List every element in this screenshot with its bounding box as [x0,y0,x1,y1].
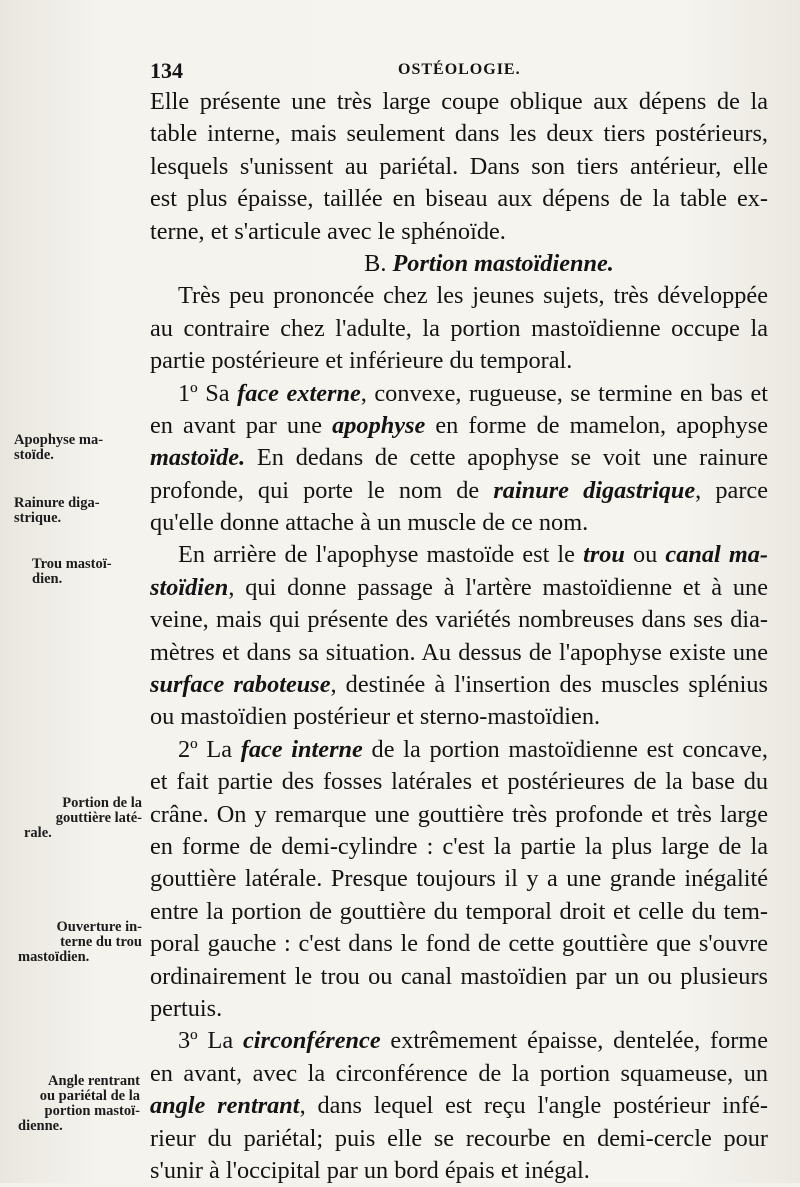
italic-term: rainure digastrique [493,476,696,504]
margin-note-line: dienne. [18,1118,63,1134]
page-header [150,58,765,88]
text-line: entre la portion de gouttière du temporal droit et celle du tem- [150,897,768,925]
body-text [150,86,768,1187]
text-line: qu'elle donne attache à un muscle de ce nom. [150,509,589,537]
italic-term: circonférence [242,1027,381,1055]
margin-note-line: strique. [14,510,62,526]
text-line: et fait partie des fosses latérales et postérieures de la base du [150,768,768,796]
text-line: terne, et s'articule avec le sphénoïde. [150,217,506,245]
text-line: s'unir à l'occipital par un bord épais et inégal. [150,1156,590,1184]
margin-note-line: Portion de la [62,795,142,811]
text-line: stoïdien, qui donne passage à l'artère mastoïdienne et à une [150,573,768,601]
text-line: veine, mais qui présente des variétés nombreuses dans ses dia- [150,606,768,634]
text-line: ou mastoïdien postérieur et sterno-mastoïdien. [150,703,601,731]
section-heading-title: Portion mastoïdienne. [392,249,614,277]
margin-note-line: ou pariétal de la [39,1088,140,1104]
text-line: en forme de demi-cylindre : c'est la partie la plus large de la [150,832,768,860]
italic-term: surface raboteuse [150,671,331,699]
text-line: rieur du pariétal; puis elle se recourbe en demi-cercle pour [150,1124,768,1152]
italic-term: stoïdien [150,573,229,601]
margin-note-line: rale. [24,825,52,841]
text-line: au contraire chez l'adulte, la portion mastoïdienne occupe la [150,314,768,342]
text-line: crâne. On y remarque une gouttière très profonde et très large [150,800,768,828]
margin-note-angle [8,1074,140,1134]
margin-note-line: Trou mastoï- [32,556,112,572]
text-line: est plus épaisse, taillée en biseau aux dépens de la table ex- [150,185,768,213]
italic-term: angle rentrant [150,1092,300,1120]
italic-term: canal ma- [665,541,768,569]
text-line: lesquels s'unissent au pariétal. Dans son tiers antérieur, elle [150,152,768,180]
text-line: ordinairement le trou ou canal mastoïdien par un ou plusieurs [150,962,768,990]
page-number: 134 [150,58,183,83]
text-line: mètres et dans sa situation. Au dessus de l'apophyse existe une [150,638,768,666]
margin-note-line: gouttière laté- [55,810,142,826]
italic-term: apophyse [332,411,426,439]
text-line: gouttière latérale. Presque toujours il y a une grande inégalité [150,865,768,893]
italic-term: face interne [240,735,363,763]
margin-note-rainure [14,496,146,526]
section-heading [150,248,768,280]
text-line: poral gauche : c'est dans le fond de cette gouttière que s'ouvre [150,930,768,958]
text-line: 1º Sa face externe, convexe, rugueuse, se termine en bas et [178,379,768,407]
margin-note-apophyse [14,433,146,463]
margin-note-ouverture [10,920,142,965]
margin-note-line: portion mastoï- [44,1103,140,1119]
text-line: table interne, mais seulement dans les deux tiers postérieurs, [150,120,768,148]
text-line: En arrière de l'apophyse mastoïde est le trou ou canal ma- [178,541,768,569]
margin-note-line: terne du trou [60,934,142,950]
text-line: Elle présente une très large coupe oblique aux dépens de la [150,88,768,115]
text-line: angle rentrant, dans lequel est reçu l'angle postérieur infé- [150,1092,768,1120]
margin-note-line: Angle rentrant [48,1073,140,1089]
italic-term: mastoïde. [150,444,246,472]
text-line: 2º La face interne de la portion mastoïdienne est concave, [178,735,768,763]
margin-note-line: dien. [32,571,63,587]
text-line: profonde, qui porte le nom de rainure digastrique, parce [150,476,768,504]
italic-term: trou [583,541,625,569]
text-line: Très peu prononcée chez les jeunes sujets, très développée [178,282,768,310]
text-line: pertuis. [150,994,223,1022]
margin-note-line: stoïde. [14,447,54,463]
italic-term: face externe [237,379,361,407]
text-line: mastoïde. En dedans de cette apophyse se voit une rainure [150,444,768,472]
margin-note-line: Rainure diga- [14,495,100,511]
text-line: surface raboteuse, destinée à l'insertion des muscles splénius [150,671,768,699]
margin-note-portion [10,796,142,841]
running-title: OSTÉOLOGIE. [398,61,521,78]
text-line: en avant, avec la circonférence de la portion squameuse, un [150,1059,768,1087]
margin-note-line: Apophyse ma- [14,432,104,448]
text-line: 3º La circonférence extrêmement épaisse, dentelée, forme [178,1027,768,1055]
text-line: en avant par une apophyse en forme de mamelon, apophyse [150,411,768,439]
section-heading-text: B. Portion mastoïdienne. [364,249,614,277]
margin-note-line: mastoïdien. [18,949,90,965]
text-line: partie postérieure et inférieure du temporal. [150,347,573,375]
margin-note-trou [14,557,146,587]
margin-note-line: Ouverture in- [56,919,142,935]
